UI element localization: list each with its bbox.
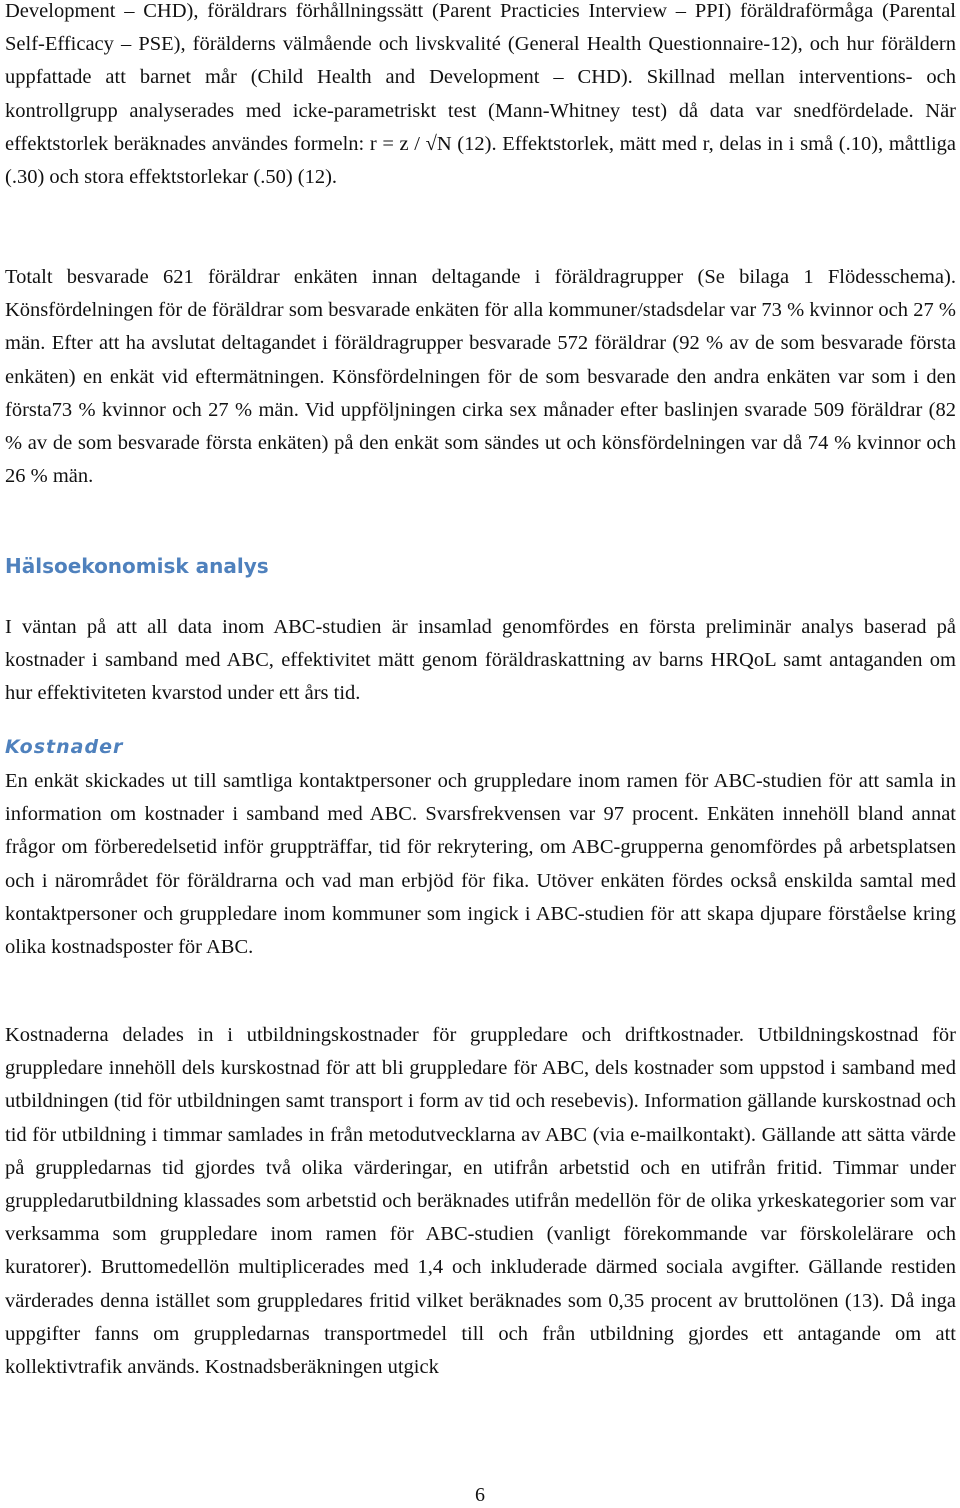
section-heading: Hälsoekonomisk analys [5,554,269,578]
paragraph-costs: Kostnaderna delades in i utbildningskostnader för gruppledare och driftkostnader. Utbildningskostnad för gruppledare innehöll dels kurskostnad för att bli gruppledare för ABC, dels kostnader som uppstod i samband med utbildningen (tid för utbildningen samt transport i form av tid och resebevis). Information gällande kurskostnad och tid för utbildning i timmar samlades in från metodutvecklarna av ABC (via e-mailkontakt). Gällande att sätta värde på gruppledarnas tid gjordes två olika värderingar, en utifrån arbetstid och en utifrån fritid. Timmar under gruppledarutbildning klassades som arbetstid och beräknades utifrån medellön för de olika yrkeskategorier som var verksamma som gruppledare inom ramen för ABC-studien (vanligt förekommande var förskolelärare och kuratorer). Bruttomedellön multiplicerades med 1,4 och inkluderade därmed sociala avgifter. Gällande restiden värderades denna istället som gruppledares fritid vilket beräknades som 0,35 procent av bruttolönen (13). Då inga uppgifter fanns om gruppledarnas transportmedel till och från utbildning gjordes ett antagande om att kollektivtrafik används. Kostnadsberäkningen utgick [5,1024,956,1379]
paragraph-survey: En enkät skickades ut till samtliga kontaktpersoner och gruppledare inom ramen för ABC-studien för att samla in information om kostnader i samband med ABC. Svarsfrekvensen var 97 procent. Enkäten innehöll bland annat frågor om förberedelsetid inför gruppträffar, tid för rekrytering, om ABC-grupperna genomfördes på arbetsplatsen och i närområdet för föräldrarna och vad man erbjöd för fika. Utöver enkäten fördes också enskilda samtal med kontaktpersoner och gruppledare inom kommuner som ingick i ABC-studien för att skapa djupare förståelse kring olika kostnadsposter för ABC. [5,770,956,959]
paragraph-methods-continued: Development – CHD), föräldrars förhållningssätt (Parent Practicies Interview – PPI) föräldraförmåga (Parental Self-Efficacy – PSE), förälderns välmående och livskvalité (General Health Questionnaire-12), och hur föräldern uppfattade att barnet mår (Child Health and Development – CHD). Skillnad mellan interventions- och kontrollgrupp analyserades med icke-parametriskt test (Mann-Whitney test) då data var snedfördelade. När effektstorlek beräknades användes formeln: r = z / √N (12). Effektstorlek, mätt med r, delas in i små (.10), måttliga (.30) och stora effektstorlekar (.50) (12). [5,0,956,189]
paragraph-respondents: Totalt besvarade 621 föräldrar enkäten innan deltagande i föräldragrupper (Se bilaga 1 Flödesschema). Könsfördelningen för de föräldrar som besvarade enkäten för alla kommuner/stadsdelar var 73 % kvinnor och 27 % män. Efter att ha avslutat deltagandet i föräldragrupper besvarade 572 föräldrar (92 % av de som besvarade första enkäten) en enkät vid eftermätningen. Könsfördelningen för de som besvarade den andra enkäten var som i den första73 % kvinnor och 27 % män. Vid uppföljningen cirka sex månader efter baslinjen svarade 509 föräldrar (82 % av de som besvarade första enkäten) på den enkät som sändes ut och könsfördelningen var då 74 % kvinnor och 26 % män. [5,266,956,488]
paragraph-preliminary-analysis: I väntan på att all data inom ABC-studien är insamlad genomfördes en första preliminär analys baserad på kostnader i samband med ABC, effektivitet mätt genom föräldraskattning av barns HRQoL samt antaganden om hur effektiviteten kvarstod under ett års tid. [5,616,956,705]
subsection-heading: Kostnader [5,736,124,758]
page-number: 6 [475,1484,485,1506]
